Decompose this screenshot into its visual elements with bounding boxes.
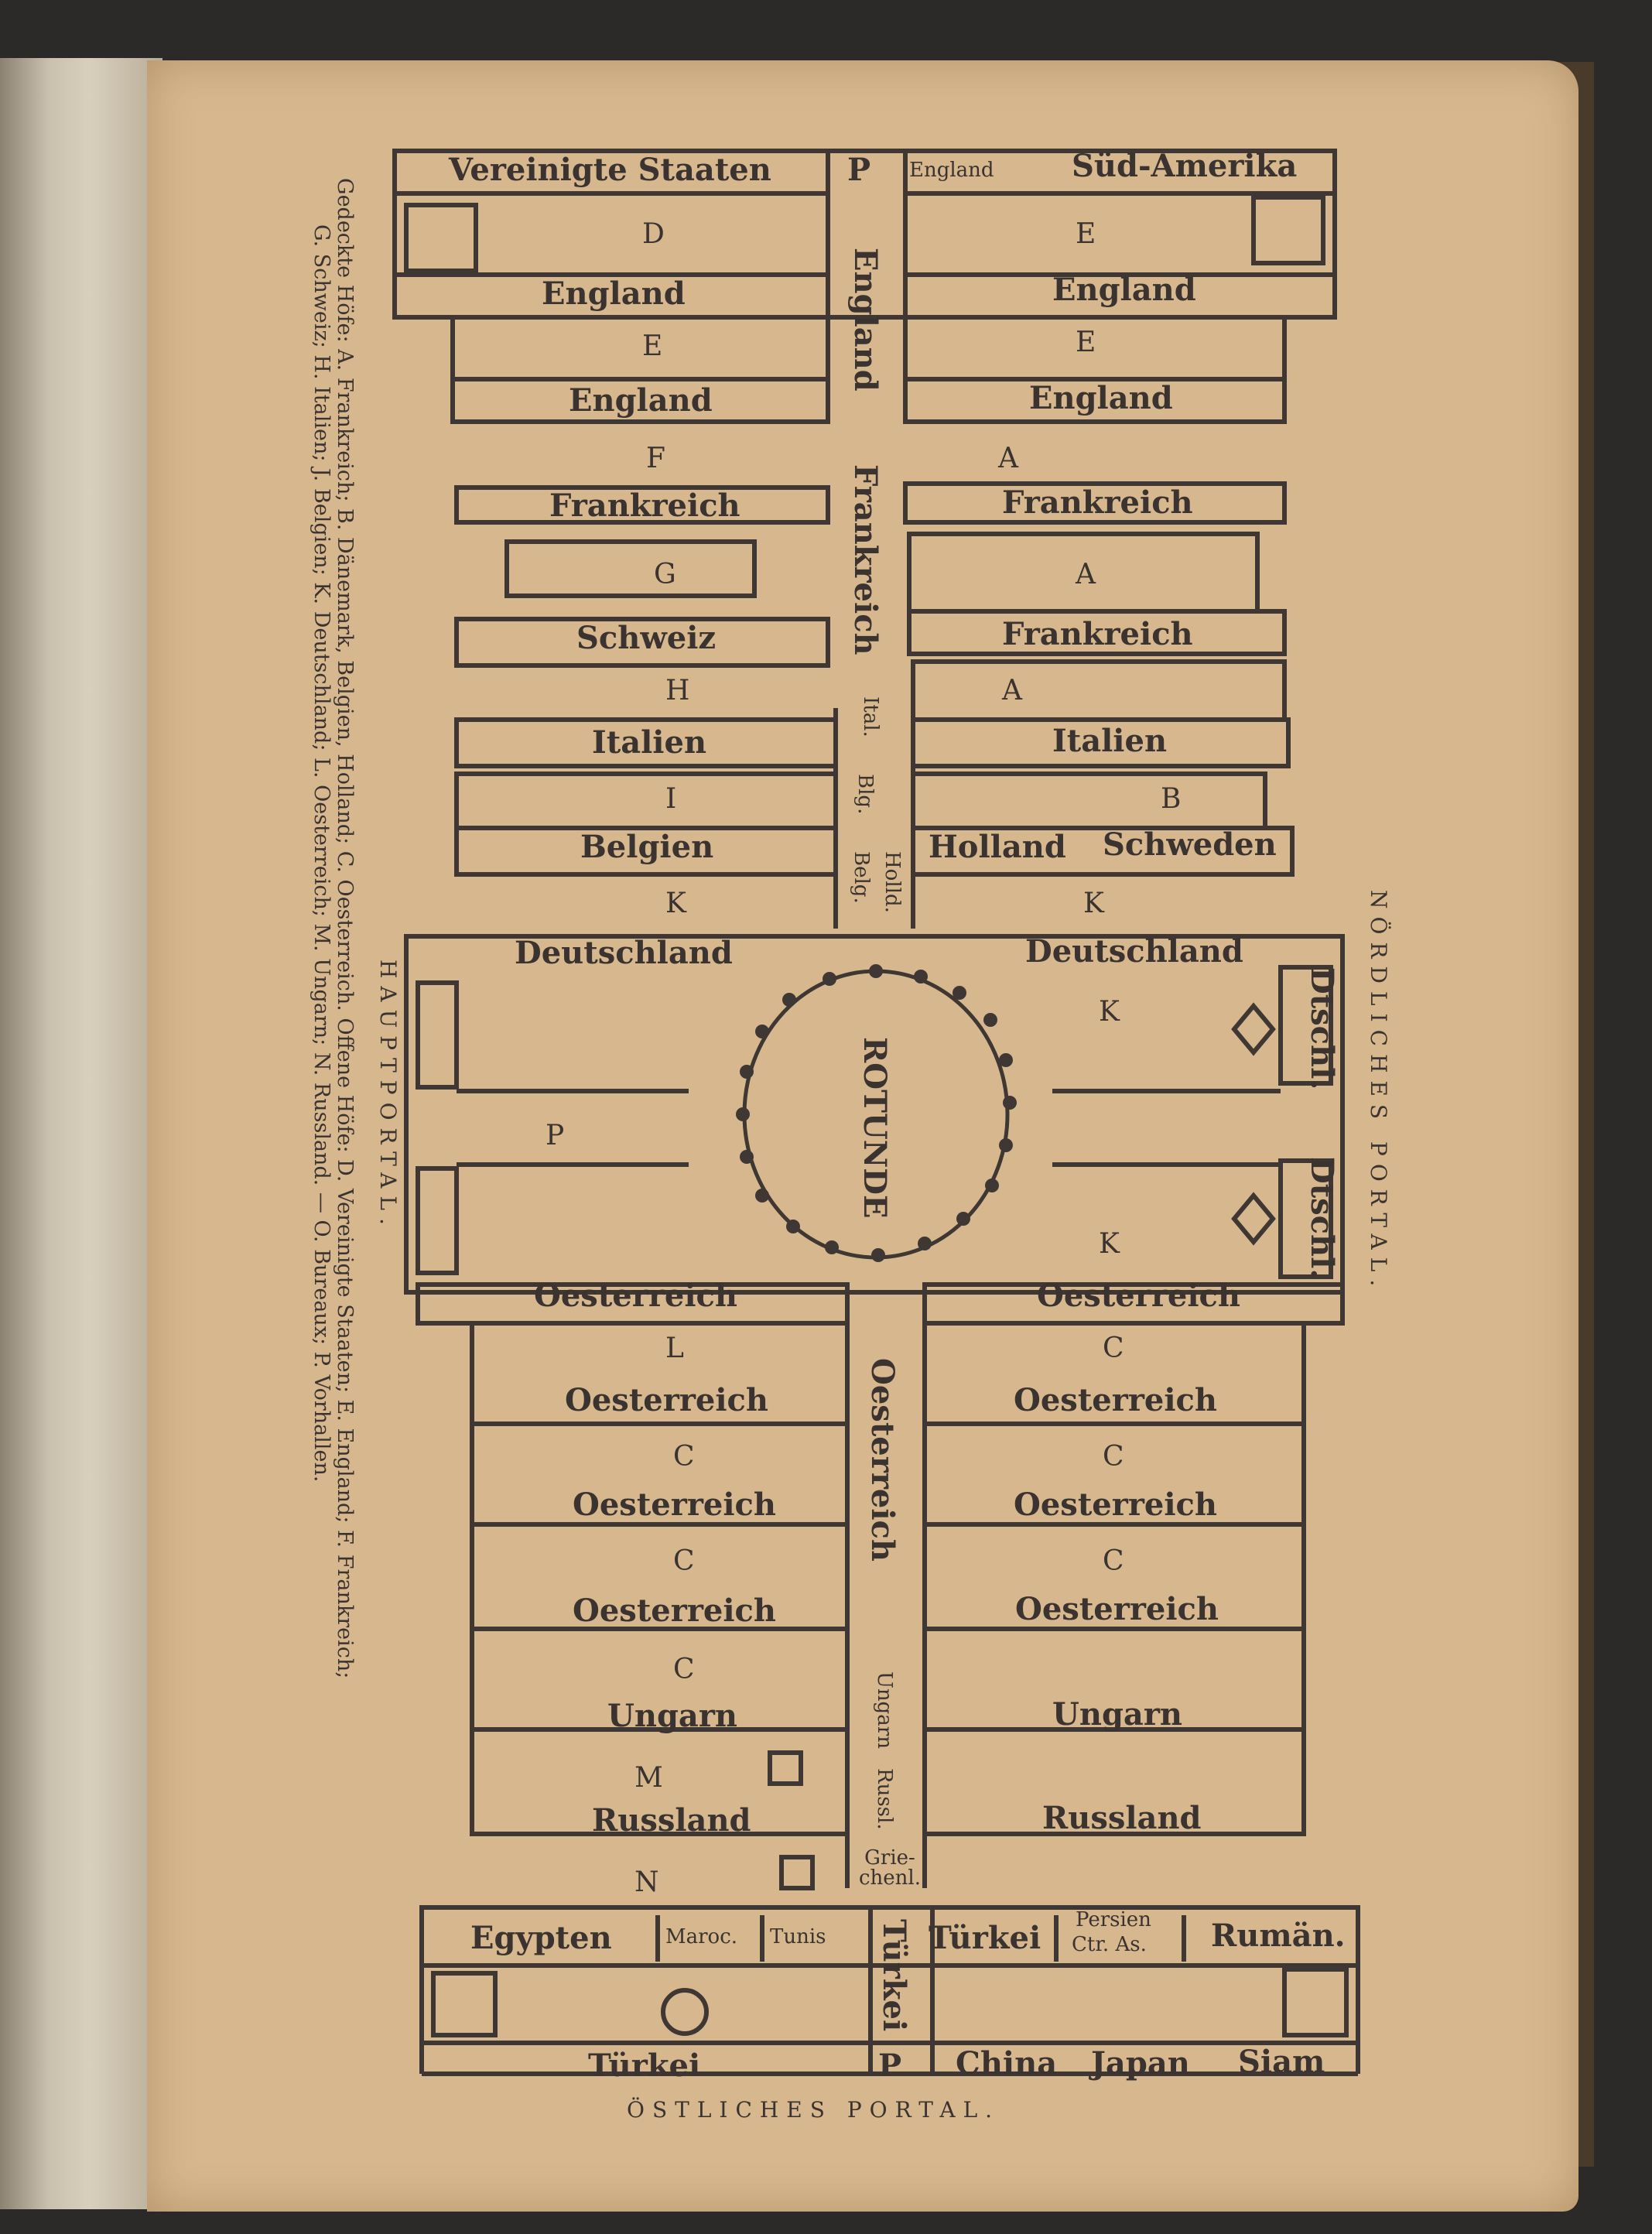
- label-blg-vertical: Blg.: [853, 774, 877, 815]
- court-letter-m: M: [634, 1762, 663, 1794]
- label-siam: Siam: [1238, 2044, 1325, 2080]
- label-dtschl-1: Dtschl.: [1304, 967, 1340, 1090]
- label-p-bottom: P: [878, 2048, 902, 2084]
- label-holland: Holland: [929, 829, 1066, 865]
- label-dtschl-2: Dtschl.: [1304, 1157, 1340, 1280]
- east-portal-caption: ÖSTLICHES PORTAL.: [627, 2097, 1000, 2123]
- label-italien-right: Italien: [1052, 723, 1168, 759]
- court-letter-c3: C: [1103, 1441, 1124, 1473]
- label-russland-left: Russland: [592, 1802, 751, 1839]
- court-letter-e3: E: [1076, 327, 1096, 358]
- label-tuerkei-vertical: Türkei: [876, 1919, 912, 2032]
- legend-line-1: Gedeckte Höfe: A. Frankreich; B. Dänemark, Belgien, Holland; C. Oesterreich. Offene Höfe: D. Vereinigte Staaten; E. England; F. Frankreich;: [333, 178, 357, 1679]
- court-letter-g: G: [654, 559, 676, 590]
- legend-line-2: G. Schweiz; H. Italien; J. Belgien; K. Deutschland; L. Oesterreich; M. Ungarn; N. Russland. — O. Bureaux; P. Vorhallen.: [310, 224, 333, 1483]
- court-letter-n: N: [634, 1866, 659, 1898]
- label-belgien: Belgien: [580, 829, 714, 865]
- label-frankreich-r2: Frankreich: [1002, 616, 1193, 652]
- diamond-marker-2: [1234, 1196, 1273, 1242]
- label-england-small-top: England: [909, 159, 994, 182]
- north-portal-caption: NÖRDLICHES PORTAL.: [1366, 890, 1391, 1295]
- label-ctr-as: Ctr. As.: [1072, 1933, 1147, 1956]
- court-letter-k2: K: [1083, 888, 1104, 919]
- bottom-circle-marker: [663, 1990, 706, 2034]
- main-portal-caption: HAUPTPORTAL.: [375, 960, 401, 1233]
- court-letter-e1: E: [1076, 218, 1096, 250]
- court-letter-b: B: [1161, 783, 1182, 815]
- label-sued-amerika: Süd-Amerika: [1072, 148, 1298, 184]
- court-letter-k3: K: [1099, 996, 1120, 1028]
- court-letter-f: F: [646, 443, 665, 474]
- label-frankreich-r1: Frankreich: [1002, 484, 1193, 521]
- court-letter-c2: C: [673, 1441, 695, 1473]
- label-oesterreich-r1: Oesterreich: [1037, 1278, 1240, 1314]
- label-tuerkei-top: Türkei: [929, 1920, 1041, 1956]
- court-letter-c5: C: [1103, 1545, 1124, 1577]
- label-tunis: Tunis: [770, 1925, 826, 1948]
- court-letter-i: I: [665, 783, 677, 815]
- court-letter-a1: A: [998, 443, 1018, 474]
- label-oesterreich-l3: Oesterreich: [573, 1486, 776, 1523]
- court-letter-k4: K: [1099, 1228, 1120, 1260]
- label-russl-vertical: Russl.: [873, 1768, 896, 1830]
- court-letter-l: L: [665, 1333, 684, 1364]
- label-ital-vertical: Ital.: [859, 696, 882, 737]
- court-letter-c4: C: [673, 1545, 695, 1577]
- label-england-r1: England: [1052, 272, 1196, 308]
- label-england-r2: England: [1029, 380, 1173, 416]
- label-ungarn-right: Ungarn: [1052, 1696, 1183, 1733]
- label-egypten: Egypten: [470, 1920, 612, 1956]
- label-maroc: Maroc.: [665, 1925, 738, 1948]
- court-letter-c6: C: [673, 1654, 695, 1685]
- court-letter-e2: E: [642, 330, 663, 362]
- label-oesterreich-l4: Oesterreich: [573, 1593, 776, 1629]
- label-schweiz: Schweiz: [576, 620, 717, 656]
- label-china: China: [956, 2045, 1058, 2082]
- label-schweden: Schweden: [1103, 826, 1277, 863]
- label-england-l2: England: [569, 382, 713, 419]
- label-russland-right: Russland: [1042, 1800, 1202, 1836]
- label-oesterreich-r3: Oesterreich: [1014, 1486, 1217, 1523]
- label-frankreich-l1: Frankreich: [549, 488, 740, 524]
- label-oesterreich-r4: Oesterreich: [1015, 1591, 1219, 1627]
- label-oesterreich-r2: Oesterreich: [1014, 1382, 1217, 1418]
- label-holld-vertical: Holld.: [881, 851, 904, 913]
- label-p-top: P: [847, 152, 871, 188]
- court-letter-p-mid: P: [546, 1120, 565, 1151]
- label-persien: Persien: [1076, 1908, 1151, 1931]
- label-belg-vertical: Belg.: [850, 851, 873, 904]
- label-rumaen: Rumän.: [1211, 1918, 1346, 1954]
- court-letter-a3: A: [1002, 675, 1022, 706]
- court-letter-d: D: [642, 218, 665, 250]
- court-letter-a2: A: [1076, 559, 1096, 590]
- label-tuerkei-bottom: Türkei: [588, 2048, 701, 2084]
- label-italien-left: Italien: [592, 724, 707, 761]
- label-oesterreich-vertical: Oesterreich: [864, 1358, 901, 1562]
- court-letter-k1: K: [665, 888, 686, 919]
- label-griechenland: Grie-chenl.: [858, 1846, 922, 1890]
- court-letter-c1: C: [1103, 1333, 1124, 1364]
- label-deutschland-left: Deutschland: [515, 935, 733, 971]
- rotunde-label: ROTUNDE: [857, 1037, 893, 1219]
- label-deutschland-right: Deutschland: [1025, 933, 1243, 970]
- court-letter-h: H: [665, 675, 690, 706]
- label-japan: Japan: [1091, 2045, 1190, 2082]
- label-ungarn-vertical: Ungarn: [873, 1671, 896, 1749]
- label-england-l1: England: [542, 275, 686, 312]
- label-frankreich-vertical: Frankreich: [847, 464, 884, 655]
- label-england-vertical: England: [847, 248, 884, 392]
- label-oesterreich-l1: Oesterreich: [534, 1278, 737, 1314]
- label-ungarn-left: Ungarn: [607, 1698, 738, 1734]
- label-vereinigte-staaten: Vereinigte Staaten: [449, 152, 771, 188]
- diamond-marker-1: [1234, 1006, 1273, 1052]
- label-oesterreich-l2: Oesterreich: [565, 1382, 768, 1418]
